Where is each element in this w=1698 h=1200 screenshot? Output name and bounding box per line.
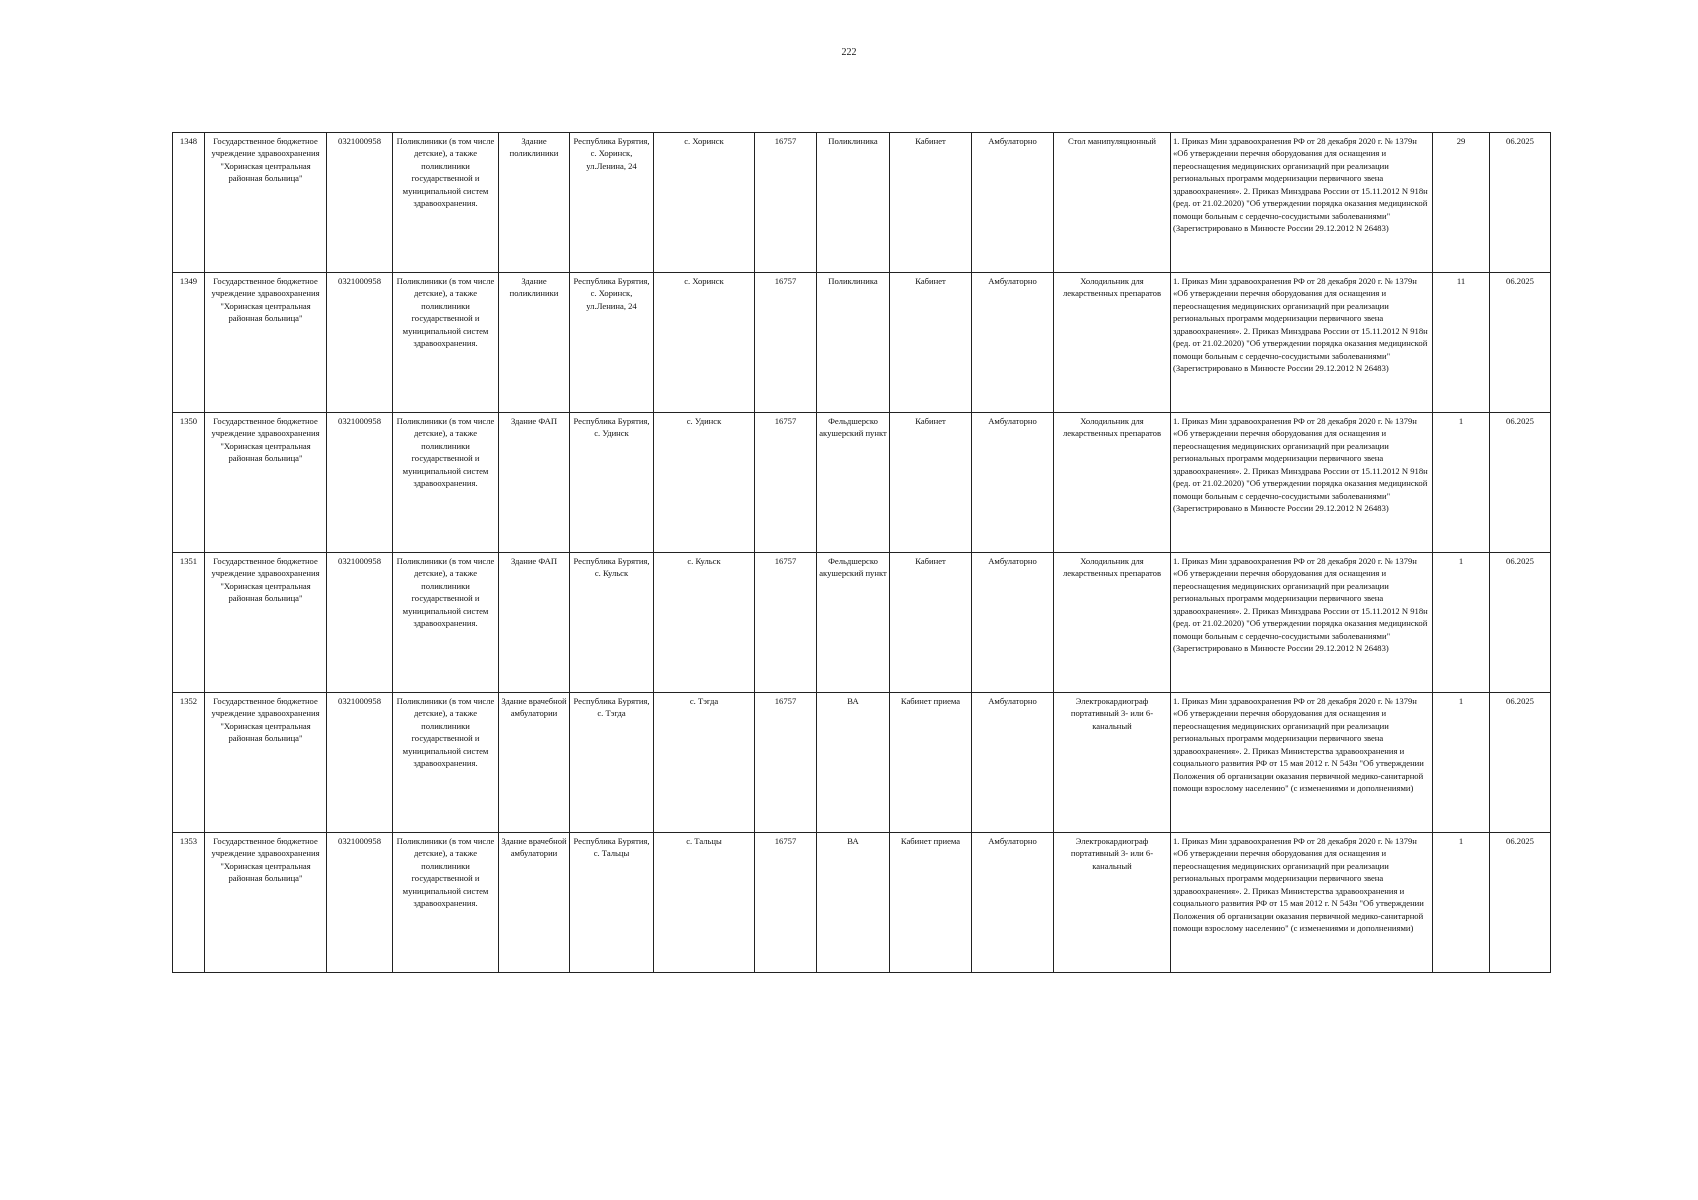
- table-row: [173, 133, 1551, 273]
- facility-type-cell: Поликлиники (в том числе детские), а также поликлиники государственной и муниципальной систем здравоохранения.: [393, 833, 499, 973]
- division-cell: Поликлиника: [817, 273, 890, 413]
- organization-cell: Государственное бюджетное учреждение здравоохранения "Хоринская центральная районная больница": [205, 693, 327, 833]
- population-cell: 16757: [755, 553, 817, 693]
- equipment-cell: Холодильник для лекарственных препаратов: [1054, 413, 1171, 553]
- code-cell: 0321000958: [327, 693, 393, 833]
- equipment-cell: Холодильник для лекарственных препаратов: [1054, 553, 1171, 693]
- address-cell: Республика Бурятия, с. Тэгда: [570, 693, 654, 833]
- code-cell: 0321000958: [327, 133, 393, 273]
- equipment-cell: Электрокардиограф портативный 3- или 6-канальный: [1054, 833, 1171, 973]
- population-cell: 16757: [755, 693, 817, 833]
- regulation-cell: 1. Приказ Мин здравоохранения РФ от 28 декабря 2020 г. № 1379н «Об утверждении перечня оборудования для оснащения и переоснащения медицинских организаций при реализации региональных программ модернизации первичного звена здравоохранения». 2. Приказ Министерства здравоохранения и социального развития РФ от 15 мая 2012 г. N 543н "Об утверждении Положения об организации оказания первичной медико-санитарной помощи взрослому населению" (с изменениями и дополнениями): [1171, 833, 1433, 973]
- regulation-cell: 1. Приказ Мин здравоохранения РФ от 28 декабря 2020 г. № 1379н «Об утверждении перечня оборудования для оснащения и переоснащения медицинских организаций при реализации региональных программ модернизации первичного звена здравоохранения». 2. Приказ Министерства здравоохранения и социального развития РФ от 15 мая 2012 г. N 543н "Об утверждении Положения об организации оказания первичной медико-санитарной помощи взрослому населению" (с изменениями и дополнениями): [1171, 693, 1433, 833]
- row-number-cell: 1348: [173, 133, 205, 273]
- regulation-cell: 1. Приказ Мин здравоохранения РФ от 28 декабря 2020 г. № 1379н «Об утверждении перечня оборудования для оснащения и переоснащения медицинских организаций при реализации региональных программ модернизации первичного звена здравоохранения». 2. Приказ Минздрава России от 15.11.2012 N 918н (ред. от 21.02.2020) "Об утверждении порядка оказания медицинской помощи больным с сердечно-сосудистыми заболеваниями" (Зарегистрировано в Минюсте России 29.12.2012 N 26483): [1171, 133, 1433, 273]
- date-cell: 06.2025: [1490, 413, 1551, 553]
- table-row: [173, 413, 1551, 553]
- division-cell: ВА: [817, 833, 890, 973]
- room-cell: Кабинет приема: [890, 833, 972, 973]
- date-cell: 06.2025: [1490, 693, 1551, 833]
- organization-cell: Государственное бюджетное учреждение здравоохранения "Хоринская центральная районная больница": [205, 273, 327, 413]
- care-mode-cell: Амбулаторно: [972, 693, 1054, 833]
- row-number-cell: 1351: [173, 553, 205, 693]
- care-mode-cell: Амбулаторно: [972, 413, 1054, 553]
- row-number-cell: 1350: [173, 413, 205, 553]
- table-row: [173, 553, 1551, 693]
- organization-cell: Государственное бюджетное учреждение здравоохранения "Хоринская центральная районная больница": [205, 553, 327, 693]
- room-cell: Кабинет: [890, 273, 972, 413]
- building-cell: Здание врачебной амбулатории: [499, 693, 570, 833]
- facility-type-cell: Поликлиники (в том числе детские), а также поликлиники государственной и муниципальной систем здравоохранения.: [393, 273, 499, 413]
- building-cell: Здание ФАП: [499, 413, 570, 553]
- room-cell: Кабинет приема: [890, 693, 972, 833]
- date-cell: 06.2025: [1490, 553, 1551, 693]
- organization-cell: Государственное бюджетное учреждение здравоохранения "Хоринская центральная районная больница": [205, 833, 327, 973]
- quantity-cell: 29: [1433, 133, 1490, 273]
- building-cell: Здание ФАП: [499, 553, 570, 693]
- settlement-cell: с. Хоринск: [654, 133, 755, 273]
- quantity-cell: 11: [1433, 273, 1490, 413]
- organization-cell: Государственное бюджетное учреждение здравоохранения "Хоринская центральная районная больница": [205, 413, 327, 553]
- row-number-cell: 1352: [173, 693, 205, 833]
- population-cell: 16757: [755, 133, 817, 273]
- building-cell: Здание поликлиники: [499, 273, 570, 413]
- address-cell: Республика Бурятия, с. Удинск: [570, 413, 654, 553]
- organization-cell: Государственное бюджетное учреждение здравоохранения "Хоринская центральная районная больница": [205, 133, 327, 273]
- regulation-cell: 1. Приказ Мин здравоохранения РФ от 28 декабря 2020 г. № 1379н «Об утверждении перечня оборудования для оснащения и переоснащения медицинских организаций при реализации региональных программ модернизации первичного звена здравоохранения». 2. Приказ Минздрава России от 15.11.2012 N 918н (ред. от 21.02.2020) "Об утверждении порядка оказания медицинской помощи больным с сердечно-сосудистыми заболеваниями" (Зарегистрировано в Минюсте России 29.12.2012 N 26483): [1171, 273, 1433, 413]
- quantity-cell: 1: [1433, 693, 1490, 833]
- settlement-cell: с. Хоринск: [654, 273, 755, 413]
- settlement-cell: с. Кульск: [654, 553, 755, 693]
- care-mode-cell: Амбулаторно: [972, 273, 1054, 413]
- regulation-cell: 1. Приказ Мин здравоохранения РФ от 28 декабря 2020 г. № 1379н «Об утверждении перечня оборудования для оснащения и переоснащения медицинских организаций при реализации региональных программ модернизации первичного звена здравоохранения». 2. Приказ Минздрава России от 15.11.2012 N 918н (ред. от 21.02.2020) "Об утверждении порядка оказания медицинской помощи больным с сердечно-сосудистыми заболеваниями" (Зарегистрировано в Минюсте России 29.12.2012 N 26483): [1171, 413, 1433, 553]
- facility-type-cell: Поликлиники (в том числе детские), а также поликлиники государственной и муниципальной систем здравоохранения.: [393, 553, 499, 693]
- care-mode-cell: Амбулаторно: [972, 833, 1054, 973]
- settlement-cell: с. Тальцы: [654, 833, 755, 973]
- table-row: [173, 273, 1551, 413]
- row-number-cell: 1349: [173, 273, 205, 413]
- population-cell: 16757: [755, 833, 817, 973]
- code-cell: 0321000958: [327, 553, 393, 693]
- quantity-cell: 1: [1433, 833, 1490, 973]
- code-cell: 0321000958: [327, 833, 393, 973]
- division-cell: Поликлиника: [817, 133, 890, 273]
- regulation-cell: 1. Приказ Мин здравоохранения РФ от 28 декабря 2020 г. № 1379н «Об утверждении перечня оборудования для оснащения и переоснащения медицинских организаций при реализации региональных программ модернизации первичного звена здравоохранения». 2. Приказ Минздрава России от 15.11.2012 N 918н (ред. от 21.02.2020) "Об утверждении порядка оказания медицинской помощи больным с сердечно-сосудистыми заболеваниями" (Зарегистрировано в Минюсте России 29.12.2012 N 26483): [1171, 553, 1433, 693]
- address-cell: Республика Бурятия, с. Тальцы: [570, 833, 654, 973]
- division-cell: ВА: [817, 693, 890, 833]
- code-cell: 0321000958: [327, 273, 393, 413]
- settlement-cell: с. Удинск: [654, 413, 755, 553]
- equipment-cell: Стол манипуляционный: [1054, 133, 1171, 273]
- building-cell: Здание поликлиники: [499, 133, 570, 273]
- facility-type-cell: Поликлиники (в том числе детские), а также поликлиники государственной и муниципальной систем здравоохранения.: [393, 693, 499, 833]
- code-cell: 0321000958: [327, 413, 393, 553]
- address-cell: Республика Бурятия, с. Хоринск, ул.Ленина, 24: [570, 273, 654, 413]
- table-row: [173, 833, 1551, 973]
- equipment-cell: Холодильник для лекарственных препаратов: [1054, 273, 1171, 413]
- date-cell: 06.2025: [1490, 833, 1551, 973]
- room-cell: Кабинет: [890, 413, 972, 553]
- quantity-cell: 1: [1433, 553, 1490, 693]
- division-cell: Фельдшерско акушерский пункт: [817, 553, 890, 693]
- facility-type-cell: Поликлиники (в том числе детские), а также поликлиники государственной и муниципальной систем здравоохранения.: [393, 413, 499, 553]
- equipment-cell: Электрокардиограф портативный 3- или 6-канальный: [1054, 693, 1171, 833]
- address-cell: Республика Бурятия, с. Хоринск, ул.Ленина, 24: [570, 133, 654, 273]
- row-number-cell: 1353: [173, 833, 205, 973]
- care-mode-cell: Амбулаторно: [972, 133, 1054, 273]
- date-cell: 06.2025: [1490, 133, 1551, 273]
- population-cell: 16757: [755, 273, 817, 413]
- quantity-cell: 1: [1433, 413, 1490, 553]
- settlement-cell: с. Тэгда: [654, 693, 755, 833]
- facility-type-cell: Поликлиники (в том числе детские), а также поликлиники государственной и муниципальной систем здравоохранения.: [393, 133, 499, 273]
- date-cell: 06.2025: [1490, 273, 1551, 413]
- page-number: 222: [841, 47, 857, 58]
- table-row: [173, 693, 1551, 833]
- care-mode-cell: Амбулаторно: [972, 553, 1054, 693]
- building-cell: Здание врачебной амбулатории: [499, 833, 570, 973]
- equipment-register-table: [172, 132, 1551, 973]
- address-cell: Республика Бурятия, с. Кульск: [570, 553, 654, 693]
- division-cell: Фельдшерско акушерский пункт: [817, 413, 890, 553]
- room-cell: Кабинет: [890, 133, 972, 273]
- population-cell: 16757: [755, 413, 817, 553]
- room-cell: Кабинет: [890, 553, 972, 693]
